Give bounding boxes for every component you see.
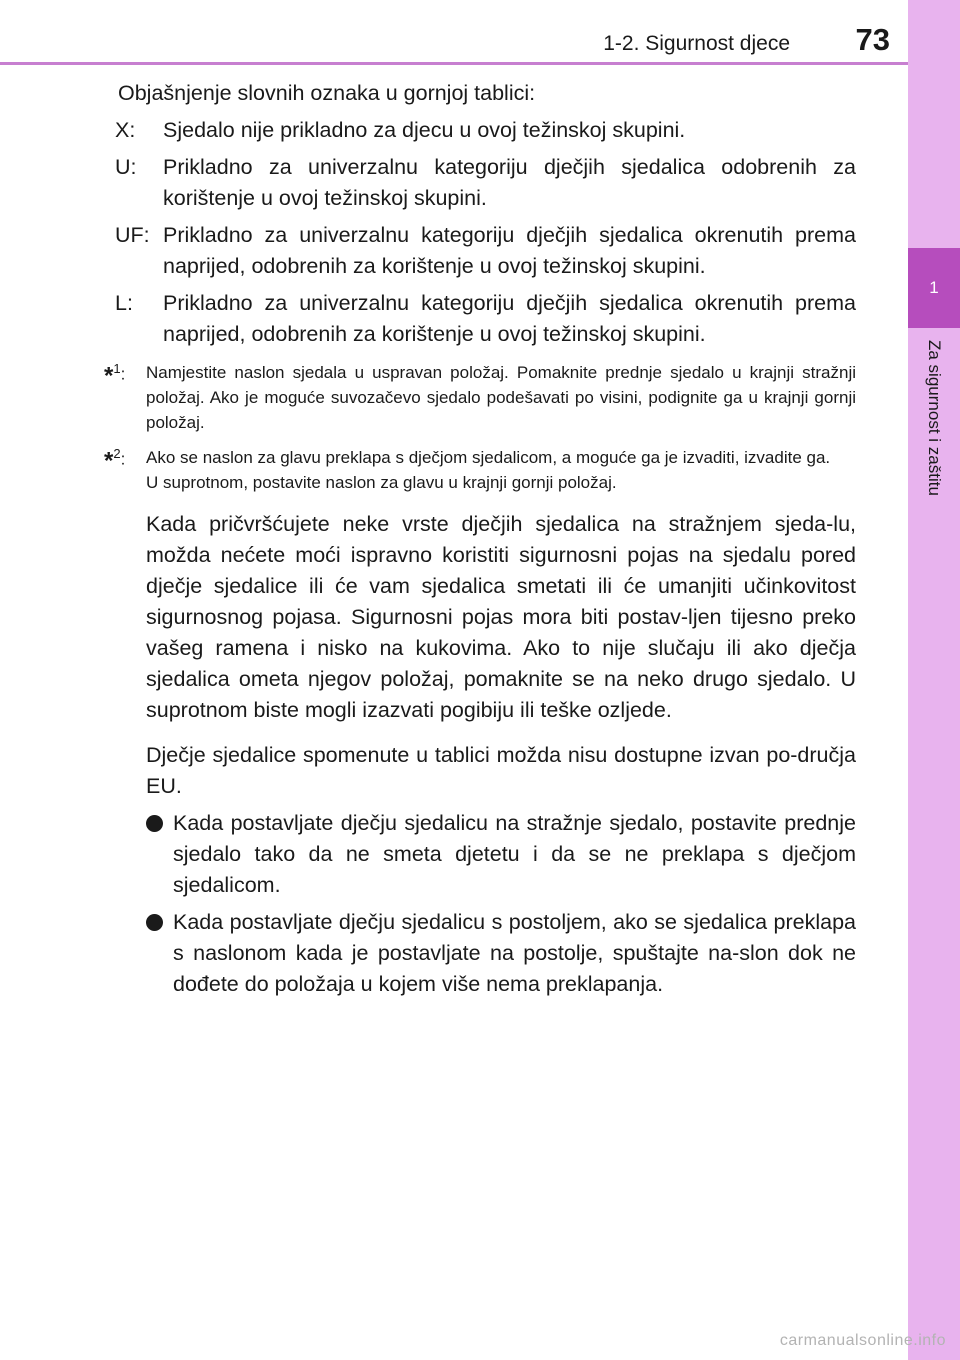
body-paragraph: Dječje sjedalice spomenute u tablici možda nisu dostupne izvan po-dručja EU. [146,743,856,798]
bullet-text: Kada postavljate dječju sjedalicu s postoljem, ako se sjedalica preklapa s naslonom kada je postavljate na postolje, spuštajte na-slon dok ne dođete do položaja u kojem više nema preklapanja. [173,910,856,996]
footnote-text: Namjestite naslon sjedala u uspravan položaj. Pomaknite prednje sjedalo u krajnji stražnji položaj. Ako je moguće suvozačevo sjedalo podešavati po visini, podignite ga u krajnji gornji položaj. [146,363,856,432]
definition-key: X: [115,118,136,142]
header-divider [0,62,908,65]
bullet-text: Kada postavljate dječju sjedalicu na stražnje sjedalo, postavite prednje sjedalo tako da ne smeta djetetu i da se ne preklapa s dječjom sjedalicom. [173,811,856,897]
definition-text: Prikladno za univerzalnu kategoriju dječjih sjedalica okrenutih prema naprijed, odobrenih za korištenje u ovoj težinskoj skupini. [163,291,856,346]
definition-key: L: [115,291,133,315]
definition-text: Prikladno za univerzalnu kategoriju dječjih sjedalica okrenutih prema naprijed, odobrenih za korištenje u ovoj težinskoj skupini. [163,223,856,278]
definition-item [115,152,856,214]
footnote-text-continued: U suprotnom, postavite naslon za glavu u krajnji gornji položaj. [146,473,617,492]
definition-item [115,220,856,282]
footnote-text: Ako se naslon za glavu preklapa s dječjom sjedalicom, a moguće ga je izvaditi, izvadite ga. [146,448,831,467]
footnote-marker: *$^1$: [104,361,126,390]
definition-key: U: [115,155,137,179]
definition-key: UF: [115,223,150,247]
bullet-item [146,907,856,1000]
definition-item [115,115,856,146]
side-tab [908,0,960,1360]
chapter-number: 1 [929,278,939,297]
section-title: 1-2. Sigurnost djece [603,32,790,55]
definition-text: Sjedalo nije prikladno za djecu u ovoj težinskoj skupini. [163,118,686,142]
page-number: 73 [855,22,890,57]
page-content [104,78,856,1000]
intro-text: Objašnjenje slovnih oznaka u gornjoj tablici: [118,81,536,105]
definition-text: Prikladno za univerzalnu kategoriju dječjih sjedalica odobrenih za korištenje u ovoj težinskoj skupini. [163,155,856,210]
footnote-marker: *$^2$: [104,446,126,475]
chapter-number-box [908,248,960,328]
footnote-1 [104,360,856,435]
footnote-2 [104,445,856,495]
bullet-icon [146,815,163,832]
watermark: carmanualsonline.info [779,1332,946,1349]
definition-item [115,288,856,350]
bullet-icon [146,914,163,931]
chapter-title: Za sigurnost i zaštitu [925,340,944,496]
bullet-item [146,808,856,901]
body-paragraph: Kada pričvršćujete neke vrste dječjih sjedalica na stražnjem sjeda-lu, možda nećete moći ispravno koristiti sigurnosni pojas na sjedalu pored dječje sjedalice ili će vam sjedalica smetati ili će umanjiti učinkovitost sigurnosnog pojasa. Sigurnosni pojas mora biti postav-ljen tijesno preko vašeg ramena i nisko na kukovima. Ako to nije slučaju ili ako dječja sjedalica ometa njegov položaj, pomaknite se na neko drugo sjedalo. U suprotnom biste mogli izazvati pogibiju ili teške ozljede. [146,512,856,722]
